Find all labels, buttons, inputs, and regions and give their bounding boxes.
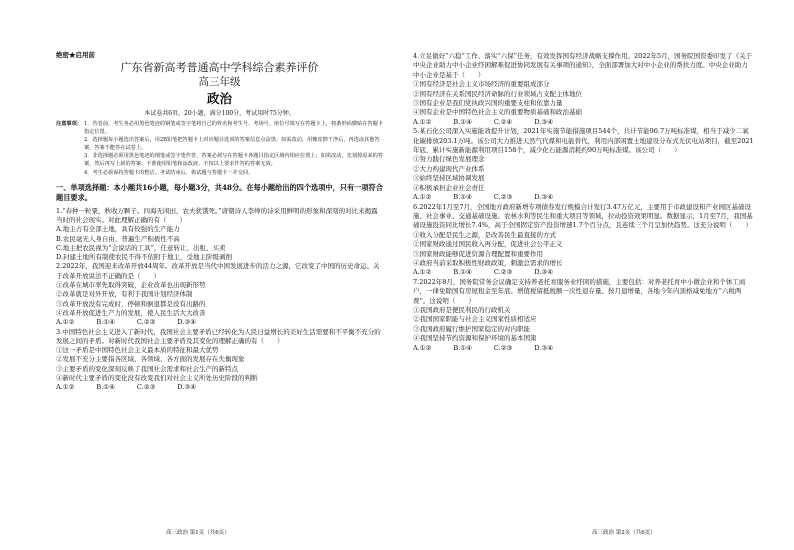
- notes-label: 注意事项：: [56, 121, 82, 127]
- question-4: [413, 52, 754, 127]
- answer-options: [56, 383, 383, 392]
- answer-option: D.③④: [177, 318, 197, 327]
- question-1: [56, 207, 383, 263]
- answer-option: C.②④: [493, 117, 513, 126]
- answer-option: C.②③: [136, 318, 156, 327]
- statement-item: ④国有企业是中国特色社会主义的重要物质基础和政治基础: [413, 108, 582, 117]
- statement-item: ③我国政府履行维护国家稳定的对内职能: [413, 324, 530, 333]
- statement-item: ④我国坚持节约资源和保护环境的基本国策: [413, 334, 537, 343]
- statement-item: ②大力构建现代产业体系: [413, 164, 485, 173]
- answer-option: D.封建土地所有制使农民不得不依附于地主，受地主阶级剥削: [56, 253, 233, 262]
- answer-option: D.③④: [534, 343, 554, 352]
- note-item: 1．答卷前，考生务必用黑色笔迹的钢笔或签字笔将自己的姓名和考生号、考场号、座位号填写在答题卡上，将条形码横贴在答题卡指定位置。: [83, 121, 383, 136]
- statement-item: ③国家财政能够促进资源合理配置和重要作用: [413, 249, 543, 258]
- statement-item: ④政府当前采取积极性财政政策，刺激总需求的增长: [413, 258, 563, 267]
- statement-item: ②发展不充分主要指各区域、各领域、各方面的发展存在失衡现象: [56, 355, 245, 364]
- secret-mark: 绝密★启用前: [56, 51, 95, 59]
- statement-item: ④积极承担企业社会责任: [413, 183, 485, 192]
- notes-block: [56, 120, 383, 177]
- answer-option: C.②③: [493, 268, 513, 277]
- statement-item: ①我国政府是便民利民的行政机关: [413, 305, 511, 314]
- answer-option: B.①④: [96, 383, 115, 392]
- answer-option: D.③④: [177, 383, 197, 392]
- answer-option: B.①④: [96, 318, 115, 327]
- question-stem: 7.2022年8月，国务院常务会议确定支持养老托育服务业纾困的措施，主要包括：对养老托育中小微企业和个体工商户，一律免除国有房屋租金至年底。增值税留抵税额一次性退存量、按月退增量，各地今年内顶格减免地方“六税两费”。这说明（ ）: [413, 277, 746, 305]
- answer-option: D.③④: [534, 193, 554, 202]
- statement-item: ②国有经济在关系国民经济命脉的行业领域占支配主体地位: [413, 89, 582, 98]
- page-footer-left: 高三政治 第1页（共6页）: [166, 530, 230, 536]
- answer-option: C.②③: [493, 343, 513, 352]
- statement-item: ④改革开放促进生产力的发展，使人民生活大大改善: [56, 308, 206, 317]
- statement-item: ②我国国家职能与社会主义国家性质相适应: [413, 315, 537, 324]
- note-item: 4．考生必须保持答题卡的整洁。考试结束后，将试题与答题卡一并交回。: [83, 169, 254, 176]
- statement-item: ②国家财政通过国民收入再分配，促进社会公平正义: [413, 240, 563, 249]
- question-7: [413, 278, 754, 353]
- question-stem: 6.2022年1月至7月，全国地方政府新增专项债券发行规模合计发行3.47万亿元，主要用于市政建设和产业园区基础设施、社会事业、交通基础设施、农林水利等民生和重大项目等领域，拉动投资效果明显。数据显示，1月至7月，我国基础设施投资同比增长7.4%，高于全国固定资产投资增速1.7个百分点，且连续三个月呈加快趋势。这充分说明（ ）: [413, 202, 753, 230]
- answer-option: C.②③: [493, 193, 513, 202]
- exam-title: 广东省新高考普通高中学科综合素养评价: [120, 61, 319, 74]
- question-6: [413, 203, 754, 278]
- answer-options: [413, 193, 754, 202]
- statement-item: ③改革开放没有完成时，停顿和倒退都是没有出路的: [56, 299, 206, 308]
- notes-items: [84, 120, 383, 177]
- answer-option: B.①④: [453, 268, 472, 277]
- answer-option: A.①②: [56, 318, 75, 327]
- statement-item: ③国有企业是我们党执政兴国的重要支柱和依靠力量: [413, 99, 563, 108]
- answer-option: B.①④: [453, 117, 472, 126]
- note-item: 2．选择题每小题选出答案后，用2B铅笔把答题卡上对应题目选项的答案信息点涂黑；如需改动，用橡皮擦干净后，再选涂其他答案，答案不能答在试卷上。: [83, 137, 380, 152]
- statement-item: ②改革就是对外开放，有利于我国计划经济体制: [56, 290, 193, 299]
- question-stem: 4.立足做好“六稳”工作、落实“六保”任务，有效发挥国有经济战略支撑作用。2022年5月，国务院国资委印发了《关于中央企业助力中小企业纾困解难促进协同发展有关事项的通知》，全面部署加大对中小企业的帮扶力度。中央企业助力中小企业是基于（ ）: [413, 52, 753, 79]
- answer-option: B.农民毫无人身自由，普遍生产积极性不高: [56, 234, 180, 243]
- page-2: [397, 0, 794, 550]
- answer-option: D.③④: [534, 117, 554, 126]
- statement-item: ③主要矛盾的变化深刻反映了我国社会需求和社会生产的新特点: [56, 364, 238, 373]
- question-stem: 1.“春种一粒粟，秋收万颗子。四海无闲田，农夫犹饿死。”唐朝诗人李绅的诗采用鲜明的形象和深刻的对比来揭露当时的社会现实。对此理解正确的有（ ）: [56, 206, 378, 224]
- answer-option: A.①②: [56, 383, 75, 392]
- question-5: [413, 127, 754, 202]
- answer-option: A.①②: [413, 343, 432, 352]
- page-footer-right: 高三政治 第2页（共6页）: [592, 530, 656, 536]
- note-item: 3．非选择题必须用黑色笔迹的钢笔或签字笔作答，答案必须写在答题卡各题目指定区域内相应位置上；如需改动，先划掉原来的答案，然后再写上新的答案；不准使用铅笔和涂改液。不按以上要求作答的答案无效。: [83, 153, 383, 168]
- question-2: [56, 262, 383, 327]
- statement-item: ①国有经济是社会主义市场经济的重要组成部分: [413, 80, 550, 89]
- answer-option: B.①④: [453, 193, 472, 202]
- question-stem: 5.某石化公司深入实施能效提升计划，2021年实施节能措施项目544个，共计节能96.7万吨标准煤，相当于减少二氧化碳排放203.1万吨。该公司大力推进天然气代煤和电能替代，利用内部闲置土地建设分布式光伏电站项目，截至2021年底，累计实施新能源利用项目158个，减少化石能源消耗约90万吨标准煤。该公司（ ）: [413, 127, 754, 155]
- answer-option: A.①②: [413, 117, 432, 126]
- question-stem: 2.2022年，我国迎来改革开放44周年。改革开放是当代中国发展进步的活力之源，它改变了中国的历史命运。关于改革开放说法不正确的是（ ）: [56, 262, 380, 280]
- statement-item: ①这一矛盾是中国特色社会主义最本质的特征和最大优势: [56, 346, 219, 355]
- answer-option: D.③④: [534, 268, 554, 277]
- question-stem: 3.中国特色社会主义进入了新时代，我国社会主要矛盾已经转化为人民日益增长的美好生活需要和不平衡不充分的发展之间的矛盾。对新时代我国社会主要矛盾及其变化的理解正确的有（ ）: [56, 327, 381, 345]
- grade-title: 高三年级: [198, 76, 241, 88]
- answer-options: [413, 344, 754, 353]
- statement-item: ①努力践行绿色发展理念: [413, 155, 485, 164]
- answer-option: C.地主把农民视为“会说话的工具”，任意转让、出租、买卖: [56, 243, 226, 252]
- answer-option: A.①②: [413, 268, 432, 277]
- statement-item: ④新时代主要矛盾的变化没有改变我们对社会主义所处历史阶段的判断: [56, 374, 258, 382]
- answer-option: A.①②: [413, 193, 432, 202]
- exam-meta: 本试卷共6页，20小题，满分100分，考试用时75分钟。: [144, 110, 295, 117]
- answer-option: B.①④: [453, 343, 472, 352]
- answer-options: [413, 268, 754, 277]
- answer-options: [56, 318, 383, 327]
- subject-title: 政治: [206, 91, 232, 106]
- answer-option: C.②③: [136, 383, 156, 392]
- statement-item: ③始终坚持区域协调发展: [413, 174, 485, 183]
- statement-item: ①改革在城市率先取得突破，企业改革也出现新形势: [56, 281, 206, 290]
- answer-options: [413, 118, 754, 127]
- statement-item: ①收入分配是民生之源，是改善民生最直接的方式: [413, 230, 556, 239]
- section-title: 一、单项选择题：本小题共16小题，每小题3分，共48分。在每小题给出的四个选项中，只有一项符合题目要求。: [56, 182, 383, 203]
- question-3: [56, 328, 383, 393]
- answer-option: A.地主占有全部土地，具有较强的生产能力: [56, 225, 180, 234]
